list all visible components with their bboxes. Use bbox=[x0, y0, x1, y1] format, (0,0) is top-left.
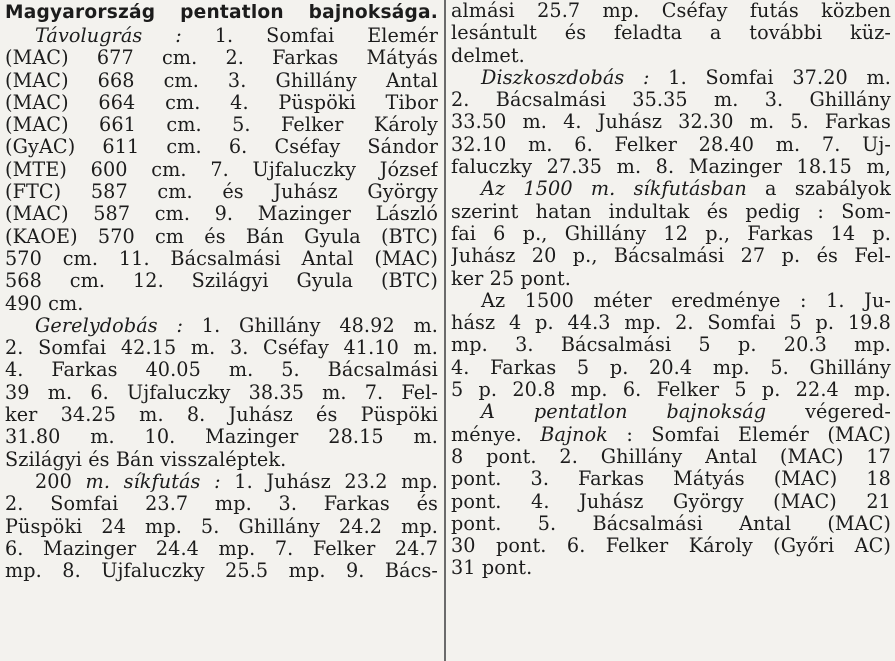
left-text-run: (MAC) 668 cm. 3. Ghillány Antal bbox=[5, 69, 438, 92]
left-text-line bbox=[5, 293, 438, 315]
right-text-run: hász 4 p. 44.3 mp. 2. Somfai 5 p. 19.8 bbox=[451, 312, 891, 335]
right-text-run: 8 pont. 2. Ghillány Antal (MAC) 17 bbox=[451, 445, 891, 468]
left-text-line bbox=[5, 114, 438, 136]
right-text-run: faluczky 27.35 m. 8. Mazinger 18.15 m, bbox=[451, 156, 891, 179]
right-text-run: lesántult és feladta a további küz- bbox=[451, 22, 891, 45]
right-text-run: Diszkoszdobás : bbox=[481, 66, 650, 89]
left-text-run: Távolugrás : bbox=[35, 25, 182, 47]
left-text-line bbox=[5, 538, 438, 560]
right-text-line bbox=[451, 491, 891, 513]
right-text-run: delmet. bbox=[451, 44, 525, 67]
left-text-run: Gerelydobás : bbox=[35, 314, 184, 337]
left-text-run: 200 bbox=[35, 470, 86, 493]
right-text-run: ker 25 pont. bbox=[451, 267, 571, 290]
right-column-text bbox=[451, 0, 891, 580]
right-text-run: 32.10 m. 6. Felker 28.40 m. 7. Uj- bbox=[451, 133, 891, 156]
left-text-run: 31.80 m. 10. Mazinger 28.15 m. bbox=[5, 426, 438, 449]
left-text-line bbox=[5, 493, 438, 515]
right-text-line bbox=[451, 22, 891, 44]
right-column bbox=[449, 0, 895, 580]
right-text-run: 31 pont. bbox=[451, 557, 533, 580]
right-text-run: 5 p. 20.8 mp. 6. Felker 5 p. 22.4 mp. bbox=[451, 379, 891, 402]
right-text-run: 33.50 m. 4. Juhász 32.30 m. 5. Farkas bbox=[451, 111, 891, 134]
right-text-run: Juhász 20 p., Bácsalmási 27 p. és Fel- bbox=[451, 245, 891, 268]
left-text-run: (MAC) 677 cm. 2. Farkas Mátyás bbox=[5, 47, 438, 70]
right-text-line bbox=[451, 379, 891, 401]
right-text-line bbox=[451, 89, 891, 111]
left-text-line bbox=[5, 560, 438, 582]
right-text-line bbox=[451, 45, 891, 67]
left-text-run: mp. 8. Ujfaluczky 25.5 mp. 9. Bács- bbox=[5, 560, 438, 583]
left-text-run: m. síkfutás : bbox=[85, 470, 221, 493]
left-text-line bbox=[5, 136, 438, 158]
left-text-run: 2. Somfai 42.15 m. 3. Cséfay 41.10 m. bbox=[5, 337, 438, 360]
right-text-run: A pentatlon bajnokság bbox=[481, 401, 767, 424]
left-text-line bbox=[5, 315, 438, 337]
left-text-line bbox=[5, 25, 438, 47]
right-text-run: végered- bbox=[766, 401, 891, 424]
left-text-line bbox=[5, 47, 438, 69]
left-text-line bbox=[5, 382, 438, 404]
right-text-line bbox=[451, 513, 891, 535]
right-text-run: pont. 5. Bácsalmási Antal (MAC) bbox=[451, 512, 891, 535]
left-text-line bbox=[5, 337, 438, 359]
right-text-run: 30 pont. 6. Felker Károly (Győri AC) bbox=[451, 535, 891, 558]
left-text-run: 2. Somfai 23.7 mp. 3. Farkas és bbox=[5, 493, 438, 516]
right-text-run: a szabályok bbox=[746, 178, 891, 201]
right-text-run: 4. Farkas 5 p. 20.4 mp. 5. Ghillány bbox=[451, 356, 891, 379]
right-text-line bbox=[451, 557, 891, 579]
left-text-run: Szilágyi és Bán visszaléptek. bbox=[5, 448, 287, 471]
left-text-run: Püspöki 24 mp. 5. Ghillány 24.2 mp. bbox=[5, 515, 438, 538]
right-text-run: fai 6 p., Ghillány 12 p., Farkas 14 p. bbox=[451, 222, 891, 245]
left-text-run: (KAOE) 570 cm és Bán Gyula (BTC) bbox=[5, 225, 438, 248]
left-text-run: 1. Ghillány 48.92 m. bbox=[183, 314, 438, 337]
right-text-line bbox=[451, 156, 891, 178]
right-text-line bbox=[451, 334, 891, 356]
right-text-line bbox=[451, 357, 891, 379]
left-text-run: 39 m. 6. Ujfaluczky 38.35 m. 7. Fel- bbox=[5, 381, 438, 404]
left-text-run: 570 cm. 11. Bácsalmási Antal (MAC) bbox=[5, 247, 438, 270]
right-text-run: Az 1500 méter eredménye : 1. Ju- bbox=[481, 289, 891, 312]
left-text-run: (MAC) 664 cm. 4. Püspöki Tibor bbox=[5, 91, 438, 114]
left-text-line bbox=[5, 159, 438, 181]
right-text-line bbox=[451, 67, 891, 89]
right-text-run: : Somfai Elemér (MAC) bbox=[607, 423, 891, 446]
left-text-run: 568 cm. 12. Szilágyi Gyula (BTC) bbox=[5, 270, 438, 293]
right-text-line bbox=[451, 468, 891, 490]
left-text-run: (FTC) 587 cm. és Juhász György bbox=[5, 181, 438, 204]
right-text-run: pont. 3. Farkas Mátyás (MAC) 18 bbox=[451, 468, 891, 491]
right-text-run: 1. Somfai 37.20 m. bbox=[649, 66, 891, 89]
article-title: Magyarország pentatlon bajnoksága. bbox=[5, 2, 438, 23]
left-column bbox=[0, 0, 444, 582]
right-text-run: almási 25.7 mp. Cséfay futás közben bbox=[451, 0, 891, 22]
left-text-line bbox=[5, 471, 438, 493]
column-divider bbox=[444, 0, 446, 661]
left-text-line bbox=[5, 226, 438, 248]
right-text-run: 2. Bácsalmási 35.35 m. 3. Ghillány bbox=[451, 89, 891, 112]
right-text-line bbox=[451, 268, 891, 290]
left-text-run: (GyAC) 611 cm. 6. Cséfay Sándor bbox=[5, 136, 438, 159]
left-text-run: (MTE) 600 cm. 7. Ujfaluczky József bbox=[5, 158, 438, 181]
left-text-line bbox=[5, 404, 438, 426]
right-text-run: Bajnok bbox=[540, 423, 608, 446]
right-text-run: szerint hatan indultak és pedig : Som- bbox=[451, 200, 891, 223]
left-text-line bbox=[5, 248, 438, 270]
right-text-run: mp. 3. Bácsalmási 5 p. 20.3 mp. bbox=[451, 334, 891, 357]
left-text-run: 4. Farkas 40.05 m. 5. Bácsalmási bbox=[5, 359, 438, 382]
left-text-run: 1. Somfai Elemér bbox=[181, 25, 438, 47]
left-text-line bbox=[5, 516, 438, 538]
left-text-line bbox=[5, 426, 438, 448]
left-text-line bbox=[5, 92, 438, 114]
left-text-line bbox=[5, 181, 438, 203]
left-text-line bbox=[5, 270, 438, 292]
right-text-line bbox=[451, 111, 891, 133]
right-text-line bbox=[451, 535, 891, 557]
left-text-line bbox=[5, 449, 438, 471]
right-text-line bbox=[451, 201, 891, 223]
right-text-line bbox=[451, 312, 891, 334]
left-text-run: 6. Mazinger 24.4 mp. 7. Felker 24.7 bbox=[5, 537, 438, 560]
left-text-line bbox=[5, 70, 438, 92]
left-text-run: 490 cm. bbox=[5, 292, 84, 315]
left-text-run: (MAC) 661 cm. 5. Felker Károly bbox=[5, 114, 438, 137]
right-text-run: ménye. bbox=[451, 423, 541, 446]
right-text-line bbox=[451, 245, 891, 267]
right-text-line bbox=[451, 134, 891, 156]
left-text-line bbox=[5, 203, 438, 225]
right-text-line bbox=[451, 424, 891, 446]
right-text-line bbox=[451, 446, 891, 468]
left-text-run: 1. Juhász 23.2 mp. bbox=[220, 470, 438, 493]
right-text-line bbox=[451, 0, 891, 22]
left-text-line bbox=[5, 359, 438, 381]
right-text-line bbox=[451, 290, 891, 312]
right-text-run: pont. 4. Juhász György (MAC) 21 bbox=[451, 490, 891, 513]
right-text-line bbox=[451, 178, 891, 200]
right-text-line bbox=[451, 223, 891, 245]
left-text-run: ker 34.25 m. 8. Juhász és Püspöki bbox=[5, 404, 438, 427]
right-text-run: Az 1500 m. síkfutásban bbox=[481, 178, 747, 201]
left-text-run: (MAC) 587 cm. 9. Mazinger László bbox=[5, 203, 438, 226]
left-column-text bbox=[5, 25, 438, 582]
right-text-line bbox=[451, 401, 891, 423]
